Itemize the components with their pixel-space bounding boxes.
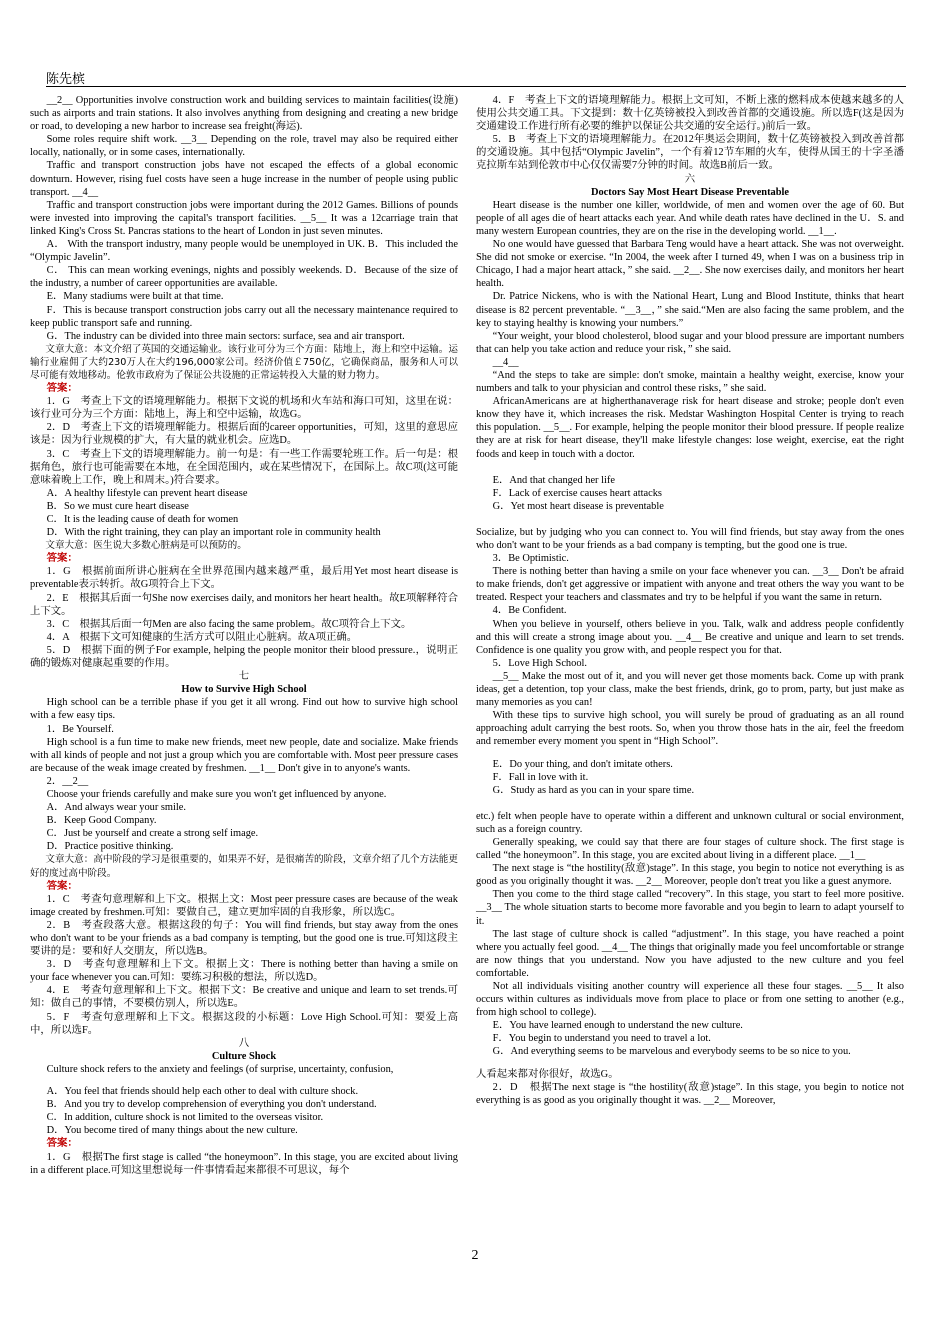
paragraph: F．This is because transport construction jobs carry out all the necessary maintenance required to keep public transport safe and running. [30,304,458,329]
paragraph: 4．E 考查句意理解和上下文。根据下文：Be creative and unique and learn to set trends.可知：做自己的事情，不要模仿别人，所以选E。 [30,985,458,1010]
right-column [476,94,904,1107]
paragraph: There is nothing better than having a smile on your face whenever you can. __3__ Don't be afraid to make friends, don't get aggressive or impatient with anyone and treat others the way you want to be treated. Respect your teachers and classmates and try to be helpful if you want the same in return. [476,566,904,604]
paragraph: 3．C 根据其后面一句Men are also facing the same problem。故C项符合上下文。 [46,618,412,630]
paragraph: B．Keep Good Company. [46,815,157,827]
paragraph: C． This can mean working evenings, nights and possibly weekends. D．Because of the size of the industry, a number of career opportunities are available. [30,265,458,290]
paragraph: E．Do your thing, and don't imitate others. [492,758,673,770]
article-title: How to Survive High School [181,684,307,696]
paragraph: 4．A 根据下文可知健康的生活方式可以阻止心脏病。故A项正确。 [46,631,358,643]
paragraph: B．And you try to develop comprehension of everything you don't understand. [46,1099,377,1111]
answer-label: 答案： [46,880,78,892]
paragraph: G．The industry can be divided into three main sectors: surface, sea and air transport. [46,330,405,342]
author-name: 陈先槟 [46,71,86,86]
paragraph: Heart disease is the number one killer, worldwide, of men and women over the age of 60. But people of all ages die of heart attacks each year. And while death rates have declined in the U．S. and many western European countries, they are on the rise in the developing world. __1__. [476,199,904,237]
paragraph: 5．B 考查上下文的语境理解能力。在2012年奥运会期间，数十亿英镑被投入到改善首都的交通设施。其中包括“Olympic Javelin”，一个有着12节车厢的火车，使得从国王的十字圣潘克拉斯车站到伦敦市中心仅仅需要7分钟的时间。故选B前后一致。 [476,134,904,172]
paragraph: G．Study as hard as you can in your spare time. [492,784,695,796]
paragraph: __2__ Opportunities involve construction work and building services to maintain facilities(设施) such as airports and train stations. It also involves anything from designing and creating a new bridge or road, to developing a new harbor to increase sea freight(海运). [30,95,458,133]
paragraph: AfricanAmericans are at higherthanaverage risk for heart disease and stroke; people don't even know they have it, which increases the risk. Medstar Washington Hospital Center is trying to reach this population. __5__. For example, helping the people monitor their blood pressure. If people realize they are at risk for heart disease, they'll make lifestyle changes: lose weight, exercise, eat the right foods and keep in touch with a doctor. [476,396,904,460]
paragraph: 2．D 考查上下文的语境理解能力。根据后面的career opportunities，可知，这里的意思应该是：因为行业规模的扩大，有大量的就业机会。应选D。 [30,422,458,447]
paragraph: 人看起来都对你很好，故选G。 [476,1068,619,1080]
paragraph: A．You feel that friends should help each other to deal with culture shock. [46,1086,359,1098]
page-header [46,66,906,87]
section-number: 八 [238,1037,250,1049]
paragraph: 5．F 考查句意理解和上下文。根据这段的小标题：Love High School.可知：要爱上高中，所以选F。 [30,1011,458,1036]
paragraph: Socialize, but by judging who you can connect to. You will find friends, but stay away from the ones who don't want to be your friends as a bad company is tempting, but the good one is true. [476,526,904,551]
section-number: 七 [238,671,250,683]
paragraph: C．In addition, culture shock is not limited to the overseas visitor. [46,1112,324,1124]
answer-label: 答案： [46,553,78,565]
spacer [30,1076,458,1085]
paragraph: 1．G 根据前面所讲心脏病在全世界范围内越来越严重，最后用Yet most heart disease is preventable表示转折。故G项符合上下文。 [30,566,458,591]
paragraph: 3．Be Optimistic. [492,553,569,565]
spacer [476,461,904,474]
paragraph: F．Fall in love with it. [492,771,589,783]
paragraph: “Your weight, your blood cholesterol, blood sugar and your blood pressure are important numbers that can help you take action and reduce your risk，” she said. [476,330,904,355]
paragraph: F．Lack of exercise causes heart attacks [492,487,662,499]
article-title: Culture Shock [211,1050,277,1062]
article-title: Doctors Say Most Heart Disease Preventable [590,186,790,198]
left-column [30,94,458,1177]
paragraph: A． With the transport industry, many people would be unemployed in UK. B．This included the “Olympic Javelin”. [30,239,458,264]
paragraph: Traffic and transport construction jobs have not escaped the effects of a global economic downturn. However, rising fuel costs have seen a huge increase in the number of people using public transport. __4__ [30,160,458,198]
paragraph: High school can be a terrible phase if you get it all wrong. Find out how to survive high school with a few easy tips. [30,697,458,722]
paragraph: No one would have guessed that Barbara Teng would have a heart attack. She was not overweight. She did not smoke or exercise. “In 2004, the week after I turned 49, when I was on a business trip in Chicago, I had a major heart attack，” she said. __2__. She now exercises daily, and monitors her heart health. [476,239,904,290]
paragraph: Generally speaking, we could say that there are four stages of culture shock. The first stage is called “the honeymoon”. In this stage, you are excited about living in a different place. __1__ [476,836,904,862]
page-number: 2 [471,1248,479,1263]
paragraph: A．A healthy lifestyle can prevent heart disease [46,487,248,499]
paragraph: The last stage of culture shock is called “adjustment”. In this stage, you have reached a point where you actually feel good. __4__ The things that originally made you feel uncomfortable or strange are now things that you understand. Now you have adjusted to the new culture and you feel comfortable. [476,928,905,979]
paragraph: D．You become tired of many things about the new culture. [46,1125,298,1137]
paragraph: Then you come to the third stage called “recovery”. In this stage, you start to feel more positive. __3__ The whole situation starts to become more favorable and you begin to learn to adapt yourself to it. [476,889,904,927]
paragraph: D．With the right training, they can play an important role in community health [46,527,381,539]
paragraph: __4__ [492,356,519,368]
paragraph: 5．D 根据下面的例子For example, helping the people monitor their blood pressure.，说明正确的锻炼对健康起重要的作用。 [30,644,458,670]
paragraph: 3．C 考查上下文的语境理解能力。前一句是：有一些工作需要轮班工作。后一句是：根据角色，旅行也可能需要在本地，在全国范围内，或在某些情况下，在国际上。故C项(这可能意味着晚上工作，晚上和周末。)符合要求。 [30,448,458,486]
paragraph: G．And everything seems to be marvelous and everybody seems to be so nice to you. [492,1046,851,1058]
paragraph: Dr. Patrice Nickens, who is with the National Heart, Lung and Blood Institute, thinks that heart disease is 82 percent preventable. “__3__，” she said.“Men are also facing the same problem, and the key to staying healthy is knowing your numbers.” [476,291,904,329]
paragraph: Choose your friends carefully and make sure you won't get influenced by anyone. [46,788,387,800]
paragraph: F．You begin to understand you need to travel a lot. [492,1033,711,1045]
section-number: 六 [684,173,696,185]
paragraph: “And the steps to take are simple: don't smoke, maintain a healthy weight, exercise, know your numbers and talk to your physician and control these risks，” she said. [476,369,904,395]
answer-label: 答案： [46,383,78,395]
paragraph: E．And that changed her life [492,474,615,486]
paragraph: 1．G 根据The first stage is called “the honeymoon”. In this stage, you are excited about living in a different place.可知这里想说每一件事情看起来都很不可思议，每个 [30,1151,458,1176]
paragraph: 2．B 考查段落大意。根据这段的句子：You will find friends, but stay away from the ones who don't want to be your friends as a bad company is tempting, but the good one is true.可知这段主要讲的是：要和好人交朋友，所以选B。 [30,919,458,958]
main-idea: 文章大意：本文介绍了英国的交通运输业。该行业可分为三个方面：陆地上，海上和空中运输。运输行业雇佣了大约230万人在大约196,000家公司。经济价值￡750亿，它确保商品，服务和人可以尽可能有效地移动。伦敦市政府为了保证公共设施的正常运转投入大量的财力物力。 [30,343,458,381]
paragraph: 4．Be Confident. [492,605,567,617]
paragraph: A．And always wear your smile. [46,802,187,814]
paragraph: etc.) felt when people have to operate within a different and unknown cultural or social environment, such as a foreign country. [476,810,904,835]
spacer [476,1059,904,1068]
paragraph: 1．C 考查句意理解和上下文。根据上文：Most peer pressure cases are because of the weak image created by freshmen.可知：要做自己，建立更加牢固的自我形象，所以选C。 [30,893,458,918]
paragraph: E．Many stadiums were built at that time. [46,291,224,303]
paragraph: Culture shock refers to the anxiety and feelings (of surprise, uncertainty, confusion, [46,1063,394,1075]
main-idea: 文章大意：高中阶段的学习是很重要的，如果弄不好，是很痛苦的阶段，文章介绍了几个方法能更好的度过高中阶段。 [30,854,458,879]
spacer [476,513,904,526]
spacer [476,749,904,758]
paragraph: C．It is the leading cause of death for women [46,514,239,525]
paragraph: 2．E 根据其后面一句She now exercises daily, and monitors her heart health。故E项解释符合上下文。 [30,592,458,617]
paragraph: The next stage is “the hostility(敌意)stage”. In this stage, you begin to notice not everything is as good as you originally thought it was. __2__ Moreover, people don't treat you like a guest anymore. [476,863,904,888]
paragraph: D．Practice positive thinking. [46,841,174,853]
paragraph: Not all individuals visiting another country will experience all these four stages. __5__ It also occurs within cultures as individuals move from place to place or from one setting to another (e.g., from high school to college). [476,981,904,1019]
paragraph: 2．__2__ [46,775,89,787]
paragraph: Some roles require shift work. __3__ Depending on the role, travel may also be required either locally, nationally, or in some cases, internationally. [30,134,458,159]
paragraph: C．Just be yourself and create a strong self image. [46,828,259,840]
paragraph: __5__ Make the most out of it, and you will never get those moments back. Come up with prank ideas, get a detention, top your class, make the best friends, drink, go to prom, party, but just make as many memories as you can! [476,670,904,709]
paragraph: B．So we must cure heart disease [46,500,189,512]
paragraph: 1．Be Yourself. [46,723,114,735]
spacer [476,797,904,810]
paragraph: High school is a fun time to make new friends, meet new people, date and socialize. Make friends with all kinds of people and not just a group which you are comfortable with. Most peer pressure cases are because of the weak image created by freshmen. __1__ Don't give in to anyone's wants. [30,736,458,774]
paragraph: When you believe in yourself, others believe in you. Talk, walk and address people confidently and this will create a strong image about you. __4__ Be creative and unique and learn to set trends. Confidence is one quality you grow with, and people respect you for that. [476,618,904,656]
paragraph: E．You have learned enough to understand the new culture. [492,1020,743,1032]
paragraph: With these tips to survive high school, you will surely be proud of graduating as an all round approaching adult carrying the best roots. So, when you throw those hats in the air, feel the freedom and remember every moment you spent in “High School”. [476,710,904,748]
paragraph: 1．G 考查上下文的语境理解能力。根据下文说的机场和火车站和海口可知，这里在说：该行业可分为三个方面：陆地上，海上和空中运输，故选G。 [30,396,458,421]
paragraph: 5．Love High School. [492,657,587,669]
answer-label: 答案： [46,1138,78,1150]
paragraph: Traffic and transport construction jobs were important during the 2012 Games. Billions of pounds were invested into improving the capital's transport facilities. __5__ It was a 12carriage train that linked King's Cross St. Pancras stations to the heart of London in just seven minutes. [30,199,458,237]
paragraph: G．Yet most heart disease is preventable [492,500,664,512]
paragraph: 2．D 根据The next stage is “the hostility(敌意)stage”. In this stage, you begin to notice not everything is as good as you originally thought it was. __2__ Moreover, [476,1081,904,1106]
paragraph: 3．D 考查句意理解和上下文。根据上文：There is nothing better than having a smile on your face whenever you can.可知：要练习积极的想法，所以选D。 [30,959,458,984]
paragraph: 4．F 考查上下文的语境理解能力。根据上文可知，不断上涨的燃料成本使越来越多的人使用公共交通工具。下文提到：数十亿英镑被投入到改善首都的交通设施。所以选F(这是因为交通建设工作进行所有必要的维护以保证公共交通的安全运行。)前后一致。 [476,95,904,133]
main-idea: 文章大意：医生说大多数心脏病是可以预防的。 [45,540,247,552]
